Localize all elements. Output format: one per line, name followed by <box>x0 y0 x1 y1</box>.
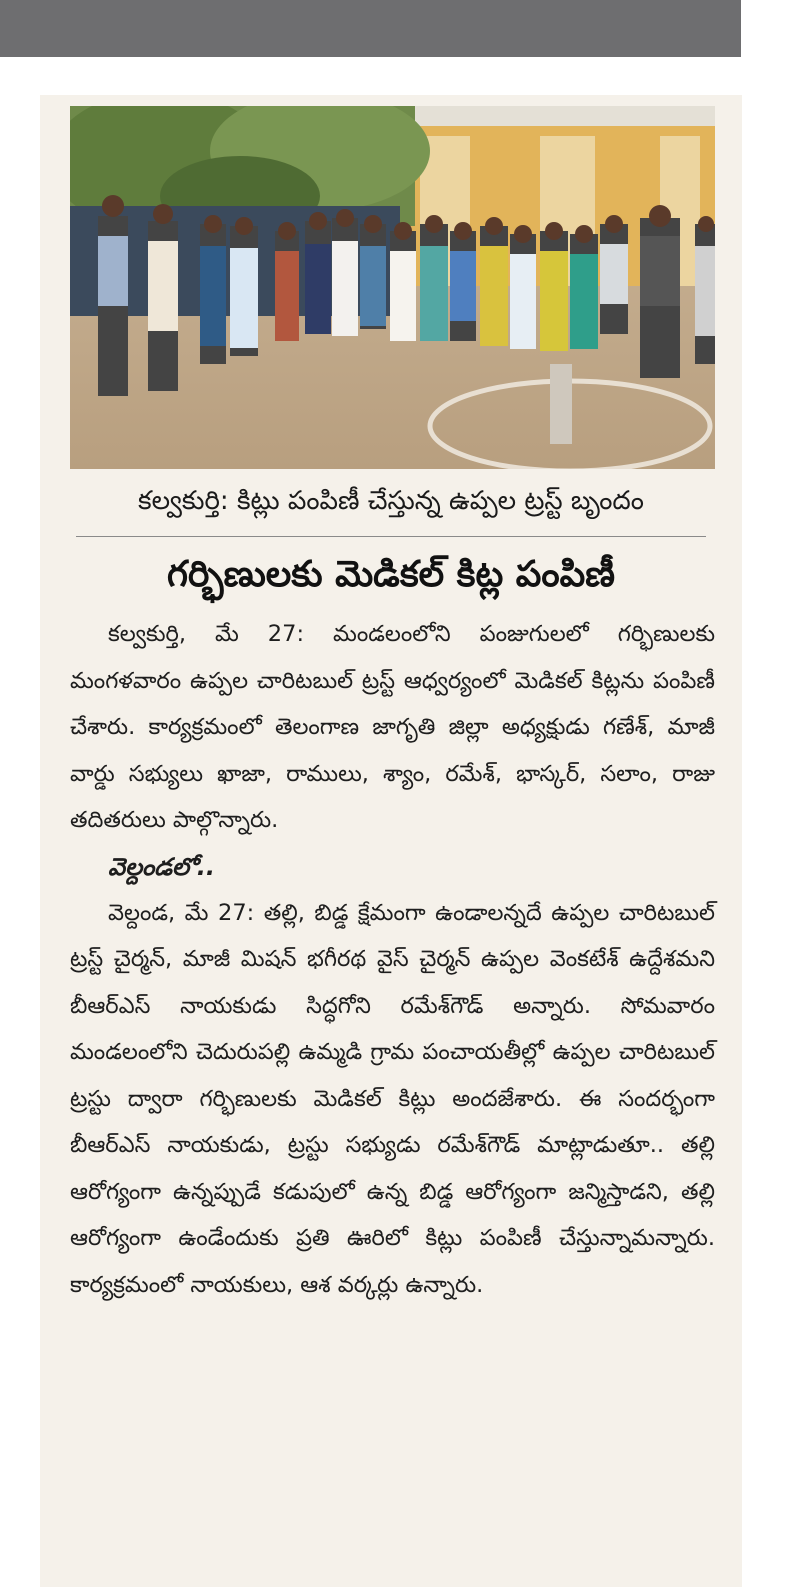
article-subheading: వెల్దండలో.. <box>108 852 215 881</box>
article-paragraph: వెల్దండ, మే 27: తల్లి, బిడ్డ క్షేమంగా ఉండాలన్నదే ఉప్పల చారిటబుల్ ట్రస్ట్ చైర్మన్, మాజీ మిషన్ భగీరథ వైస్ చైర్మన్ ఉప్పల వెంకటేశ్ ఉద్దేశమని బీఆర్ఎస్ నాయకుడు సిద్ధగోని రమేశ్‌గౌడ్ అన్నారు. సోమవారం మండలంలోని చెదురుపల్లి ఉమ్మడి గ్రామ పంచాయతీల్లో ఉప్పల చారిటబుల్ ట్రస్టు ద్వారా గర్భిణులకు మెడికల్ కిట్లు అందజేశారు. ఈ సందర్భంగా బీఆర్ఎస్ నాయకుడు, ట్రస్టు సభ్యుడు రమేశ్‌గౌడ్ మాట్లాడుతూ.. తల్లి ఆరోగ్యంగా ఉన్నప్పుడే కడుపులో ఉన్న బిడ్డ ఆరోగ్యంగా జన్మిస్తాడని, తల్లి ఆరోగ్యంగా ఉండేందుకు ప్రతి ఊరిలో కిట్లు పంపిణీ చేస్తున్నామన్నారు. కార్యక్రమంలో నాయకులు, ఆశ వర్కర్లు ఉన్నారు. <box>70 899 715 1298</box>
news-photo <box>70 106 715 469</box>
photo-caption: కల్వకుర్తి: కిట్లు పంపిణీ చేస్తున్న ఉప్పల ట్రస్ట్ బృందం <box>138 486 644 516</box>
photo-illustration <box>70 106 715 469</box>
caption-divider <box>76 536 706 537</box>
article-paragraph: కల్వకుర్తి, మే 27: మండలంలోని పంజుగులలో గర్భిణులకు మంగళవారం ఉప్పల చారిటబుల్ ట్రస్ట్ ఆధ్వర్యంలో మెడికల్ కిట్లను పంపిణీ చేశారు. కార్యక్రమంలో తెలంగాణ జాగృతి జిల్లా అధ్యక్షుడు గణేశ్, మాజీ వార్డు సభ్యులు ఖాజా, రాములు, శ్యాం, రమేశ్, భాస్కర్, సలాం, రాజు తదితరులు పాల్గొన్నారు. <box>70 621 715 833</box>
newspaper-clipping <box>40 95 742 1587</box>
article-headline: గర్భిణులకు మెడికల్ కిట్ల పంపిణీ <box>167 554 615 595</box>
top-bar <box>0 0 741 57</box>
article-body <box>70 611 715 1308</box>
